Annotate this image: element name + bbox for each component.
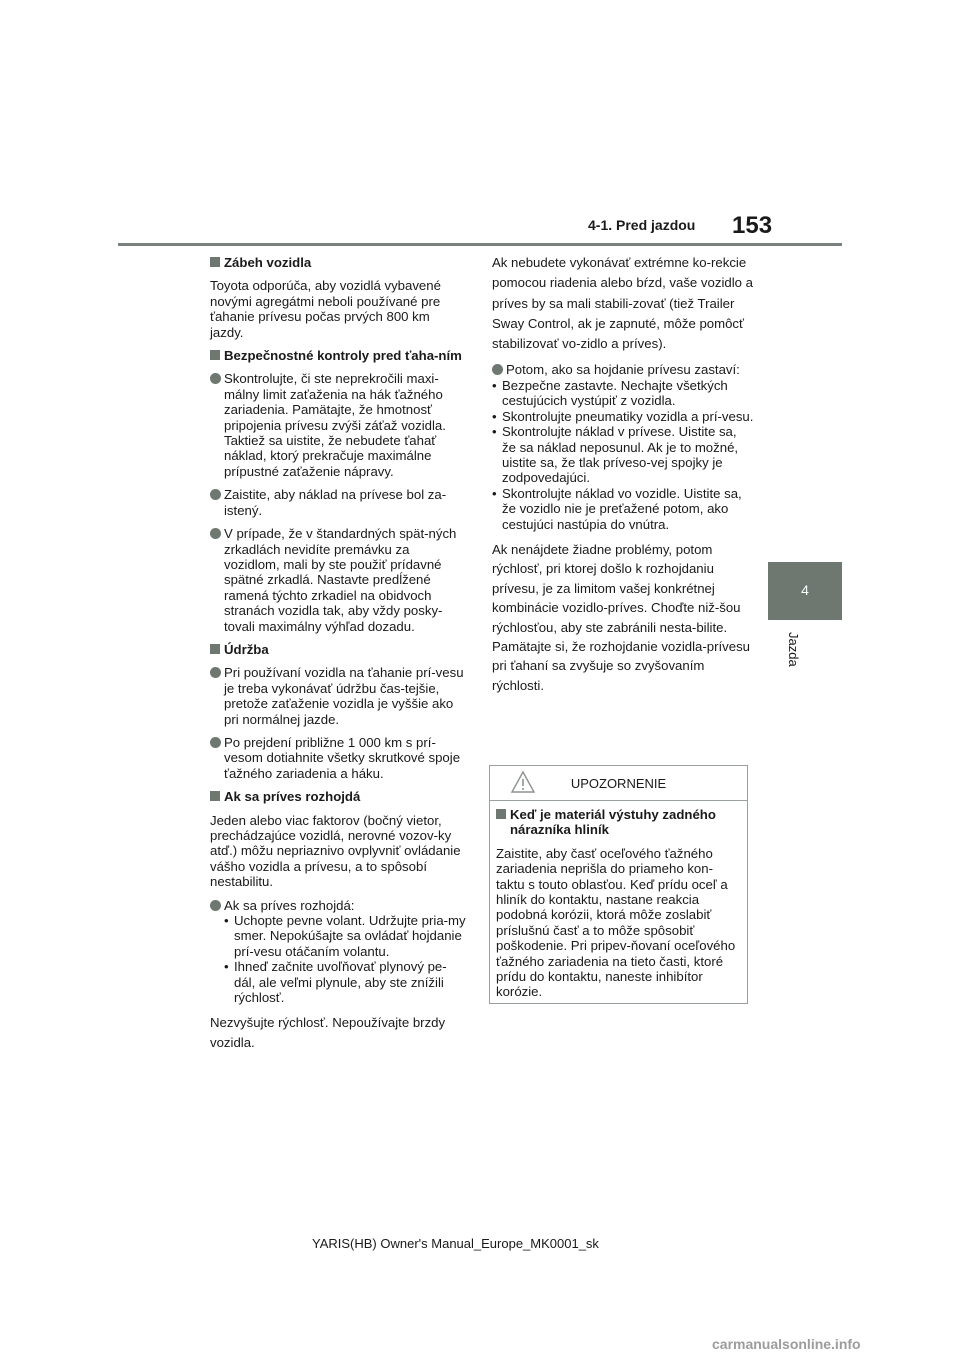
round-bullet-icon (210, 737, 221, 748)
round-bullet-icon (210, 528, 221, 539)
sub-item: • Skontrolujte náklad v prívese. Uistite sa, že sa náklad neposunul. Ak je to možné, uistite sa, že tlak príveso-vej spojky je zodpovedajúci. (492, 424, 739, 486)
list-item: Skontrolujte, či ste neprekročili maxi-málny limit zaťaženia na hák ťažného zariadenia. Pamätajte, že hmotnosť pripojenia prívesu zvýši záťaž vozidla. Taktiež sa uistite, že nebudete ťahať náklad, ktorý prekračuje maximálne prípustné zaťaženie nápravy. (210, 371, 466, 479)
chapter-tab (768, 562, 842, 620)
sub-list (492, 378, 754, 532)
page-number: 153 (732, 212, 773, 239)
list-item: Zaistite, aby náklad na prívese bol za-istený. (210, 487, 466, 518)
square-bullet-icon (210, 644, 220, 654)
paragraph: Ak nebudete vykonávať extrémne ko-rekcie pomocou riadenia alebo bŕzd, vaše vozidlo a príves by sa mali stabili-zovať (tiež Trailer Sway Control, ak je zapnuté, môže pomôcť stabilizovať vo-zidlo a príves). (492, 255, 753, 352)
left-column (210, 255, 466, 1061)
warning-text: Zaistite, aby časť oceľového ťažného zariadenia neprišla do priameho kon-taktu s touto oblasťou. Keď prídu oceľ a hliník do kontaktu, nastane reakcia podobná korózii, ktorá môže zoslabiť príslušnú časť a to môže spôsobiť poškodenie. Pri pripev-ňovaní oceľového ťažného zariadenia na tieto časti, ktoré prídu do kontaktu, naneste inhibítor korózie. (496, 845, 736, 1000)
round-bullet-icon (210, 900, 221, 911)
heading-maintenance: Údržba (210, 642, 466, 657)
list-item: Pri používaní vozidla na ťahanie prí-vesu je treba vykonávať údržbu čas-tejšie, pretože zaťaženie vozidla je vyššie ako pri normálnej jazde. (210, 665, 466, 727)
warning-triangle-icon (510, 770, 536, 794)
round-bullet-icon (210, 667, 221, 678)
paragraph: Nezvyšujte rýchlosť. Nepoužívajte brzdy vozidla. (210, 1015, 446, 1051)
square-bullet-icon (210, 350, 220, 360)
warning-header (490, 766, 747, 801)
warning-box (489, 765, 748, 1004)
warning-content (490, 801, 747, 1000)
square-bullet-icon (210, 791, 220, 801)
right-column (492, 253, 754, 703)
square-bullet-icon (496, 809, 506, 819)
sub-item: • Bezpečne zastavte. Nechajte všetkých cestujúcich vystúpiť z vozidla. (492, 377, 728, 409)
heading-trailer-sway: Ak sa príves rozhojdá (210, 789, 466, 804)
warning-heading: Keď je materiál výstuhy zadného nárazníka hliník (496, 807, 741, 838)
chapter-number: 4 (801, 582, 809, 598)
list-item: V prípade, že v štandardných spät-ných zrkadlách nevidíte premávku za vozidlom, mali by ste použiť prídavné spätné zrkadlá. Nastavte predĺžené ramená týchto zrkadiel na obidvoch stranách vozidla tak, aby vždy posky-tovali maximálny výhľad dozadu. (210, 526, 466, 634)
list-item-text: Ak sa príves rozhojdá: (224, 897, 355, 913)
square-bullet-icon (210, 257, 220, 267)
paragraph: Toyota odporúča, aby vozidlá vybavené novými agregátmi neboli používané pre ťahanie prívesu počas prvých 800 km jazdy. (210, 278, 441, 340)
heading-break-in: Zábeh vozidla (210, 255, 466, 270)
sub-item: • Uchopte pevne volant. Udržujte pria-my smer. Nepokúšajte sa ovládať hojdanie prí-vesu otáčaním volantu. (224, 913, 466, 959)
round-bullet-icon (492, 364, 503, 375)
heading-safety-checks: Bezpečnostné kontroly pred ťaha-ním (210, 348, 466, 363)
list-item (210, 898, 466, 1006)
paragraph: Ak nenájdete žiadne problémy, potom rýchlosť, pri ktorej došlo k rozhojdaniu prívesu, je za limitom vašej konkrétnej kombinácie vozidlo-príves. Choďte niž-šou rýchlosťou, aby ste zabránili nesta-bilite. Pamätajte si, že rozhojdanie vozidla-prívesu pri ťahaní sa zvyšuje so zvyšovaním rýchlosti. (492, 541, 751, 693)
round-bullet-icon (210, 489, 221, 500)
sub-item: • Skontrolujte náklad vo vozidle. Uistite sa, že vozidlo nie je preťažené potom, ako cestujúci nastúpia do vnútra. (492, 485, 742, 532)
round-bullet-icon (210, 373, 221, 384)
footer-manual-id: YARIS(HB) Owner's Manual_Europe_MK0001_sk (312, 1236, 599, 1251)
paragraph: Jeden alebo viac faktorov (bočný vietor, prechádzajúce vozidlá, nerovné vozov-ky atď.) môžu nepriaznivo ovplyvniť ovládanie vášho vozidla a prívesu, a to spôsobí nestabilitu. (210, 812, 461, 890)
header-divider (118, 243, 842, 246)
watermark: carmanualsonline.info (712, 1336, 861, 1352)
chapter-title: Jazda (786, 632, 801, 667)
warning-title: UPOZORNENIE (570, 775, 667, 791)
section-title: 4-1. Pred jazdou (588, 217, 696, 233)
list-item (492, 362, 754, 377)
sub-item: • Skontrolujte pneumatiky vozidla a prí-vesu. (492, 408, 754, 424)
sub-item: • Ihneď začnite uvoľňovať plynový pe-dál, ale veľmi plynule, aby ste znížili rýchlosť. (224, 959, 447, 1006)
list-item-text: Potom, ako sa hojdanie prívesu zastaví: (506, 362, 740, 378)
list-item: Po prejdení približne 1 000 km s prí-vesom dotiahnite všetky skrutkové spoje ťažného zariadenia a háku. (210, 735, 466, 781)
